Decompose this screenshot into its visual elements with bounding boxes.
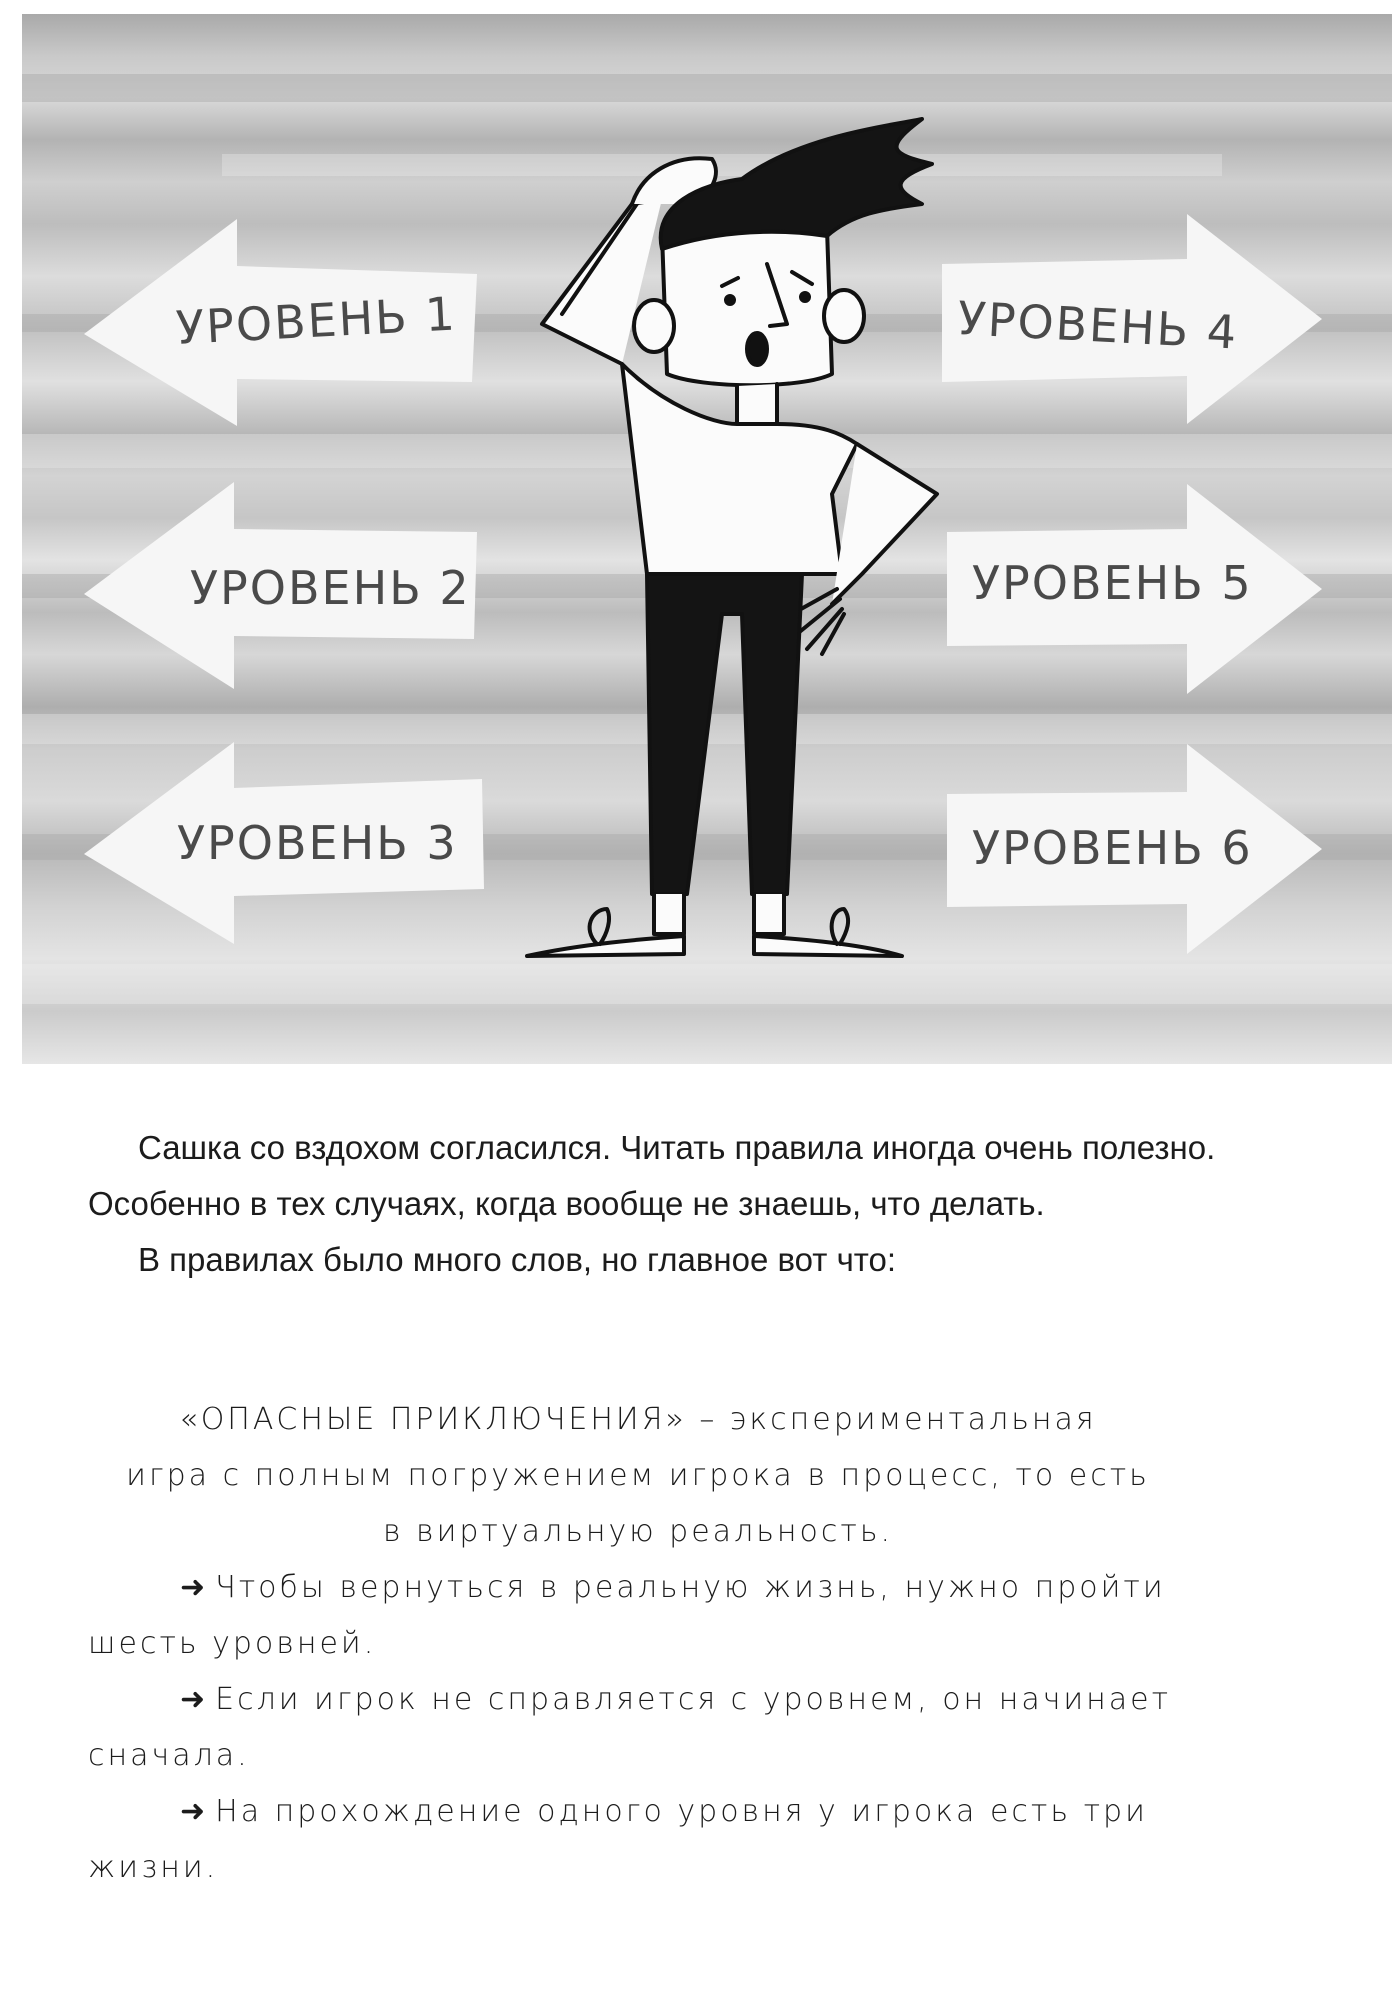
rules-intro-line-1: «ОПАСНЫЕ ПРИКЛЮЧЕНИЯ» – экспериментальная [179,1402,1097,1437]
arrow-level-5 [947,484,1322,694]
paragraph-2: В правилах было много слов, но главное вот что: [138,1241,897,1278]
arrow-level-1 [84,219,477,426]
arrow-label-4: УРОВЕНЬ 4 [956,291,1240,360]
right-arrow-icon: ➜ [180,1570,206,1605]
arrow-label-3: УРОВЕНЬ 3 [177,816,458,870]
rules-intro-line-2: игра с полным погружением игрока в процесс, то есть [126,1458,1150,1493]
rule-item-1 [88,1560,1188,1672]
arrow-label-1: УРОВЕНЬ 1 [174,286,458,355]
illustration [22,14,1392,1064]
right-arrow-icon: ➜ [180,1794,206,1829]
paragraph-1: Сашка со вздохом согласился. Читать правила иногда очень полезно. Особенно в тех случаях, когда вообще не знаешь, что делать. [88,1129,1216,1222]
rule-item-1-text: Чтобы вернуться в реальную жизнь, нужно пройти шесть уровней. [88,1570,1166,1661]
illustration-svg [22,14,1392,1064]
rule-item-2 [88,1672,1188,1784]
boy-figure [527,119,937,956]
rule-item-3 [88,1784,1188,1896]
right-arrow-icon: ➜ [180,1682,206,1717]
arrow-level-3 [84,742,484,944]
arrow-level-6 [947,744,1322,954]
arrow-level-2 [84,482,477,689]
arrow-label-2: УРОВЕНЬ 2 [190,561,471,615]
arrow-level-4 [942,214,1322,424]
rules-intro-line-3: в виртуальную реальность. [382,1514,894,1549]
rule-item-3-text: На прохождение одного уровня у игрока есть три жизни. [88,1794,1148,1885]
rule-item-2-text: Если игрок не справляется с уровнем, он начинает сначала. [88,1682,1172,1773]
story-text [88,1120,1298,1288]
arrow-label-5: УРОВЕНЬ 5 [972,556,1253,610]
rules-block [88,1392,1188,1896]
arrow-label-6: УРОВЕНЬ 6 [972,821,1253,875]
